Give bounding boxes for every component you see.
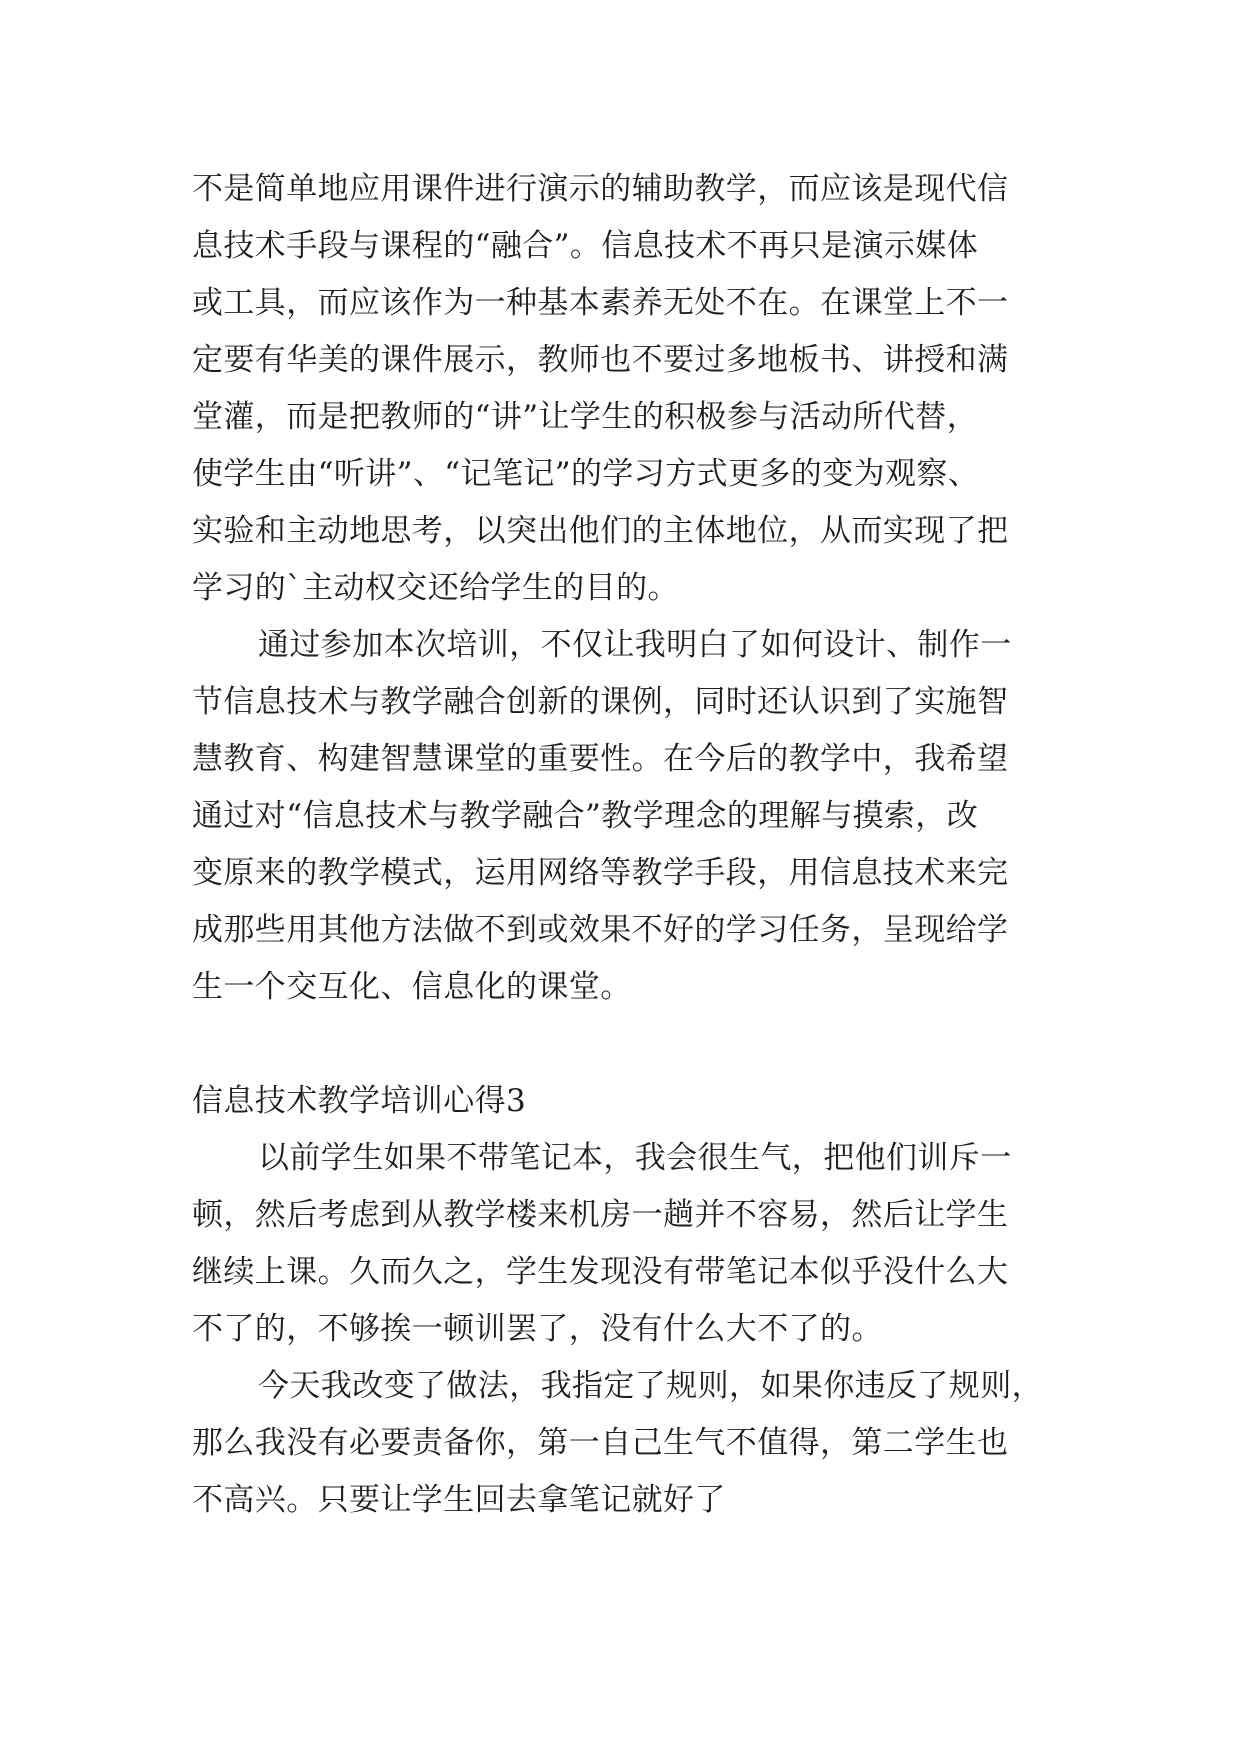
paragraph-1-line-2: 息技术手段与课程的“融合”。信息技术不再只是演示媒体 (192, 228, 979, 264)
paragraph-4-line-2: 那么我没有必要责备你，第一自己生气不值得，第二学生也 (192, 1425, 1009, 1461)
paragraph-2-line-6: 成那些用其他方法做不到或效果不好的学习任务，呈现给学 (192, 912, 1009, 948)
paragraph-1-line-6: 使学生由“听讲”、“记笔记”的学习方式更多的变为观察、 (192, 456, 980, 492)
paragraph-2-line-7: 生一个交互化、信息化的课堂。 (192, 969, 632, 1005)
paragraph-3-line-4: 不了的，不够挨一顿训罢了，没有什么大不了的。 (192, 1311, 883, 1347)
paragraph-3-line-1: 以前学生如果不带笔记本，我会很生气，把他们训斥一 (258, 1140, 1012, 1176)
paragraph-2-line-5: 变原来的教学模式，运用网络等教学手段，用信息技术来完 (192, 855, 1009, 891)
paragraph-1-line-3: 或工具，而应该作为一种基本素养无处不在。在课堂上不一 (192, 285, 1009, 321)
paragraph-1-line-5: 堂灌，而是把教师的“讲”让学生的积极参与活动所代替， (192, 399, 979, 435)
paragraph-1-line-8: 学习的`主动权交还给学生的目的。 (192, 570, 679, 606)
paragraph-4-line-3: 不高兴。只要让学生回去拿笔记就好了 (192, 1482, 726, 1518)
paragraph-1-line-4: 定要有华美的课件展示，教师也不要过多地板书、讲授和满 (192, 342, 1009, 378)
paragraph-2-line-3: 慧教育、构建智慧课堂的重要性。在今后的教学中，我希望 (192, 741, 1009, 777)
paragraph-2-line-4: 通过对“信息技术与教学融合”教学理念的理解与摸索，改 (192, 798, 979, 834)
paragraph-4-line-1: 今天我改变了做法，我指定了规则，如果你违反了规则， (258, 1368, 1043, 1404)
paragraph-1-line-7: 实验和主动地思考，以突出他们的主体地位，从而实现了把 (192, 513, 1009, 549)
paragraph-3-line-3: 继续上课。久而久之，学生发现没有带笔记本似乎没什么大 (192, 1254, 1009, 1290)
paragraph-1-line-1: 不是简单地应用课件进行演示的辅助教学，而应该是现代信 (192, 171, 1009, 207)
paragraph-3-line-2: 顿，然后考虑到从教学楼来机房一趟并不容易，然后让学生 (192, 1197, 1009, 1233)
paragraph-2-line-1: 通过参加本次培训，不仅让我明白了如何设计、制作一 (258, 627, 1012, 663)
section-heading: 信息技术教学培训心得3 (192, 1083, 527, 1119)
paragraph-2-line-2: 节信息技术与教学融合创新的课例，同时还认识到了实施智 (192, 684, 1009, 720)
